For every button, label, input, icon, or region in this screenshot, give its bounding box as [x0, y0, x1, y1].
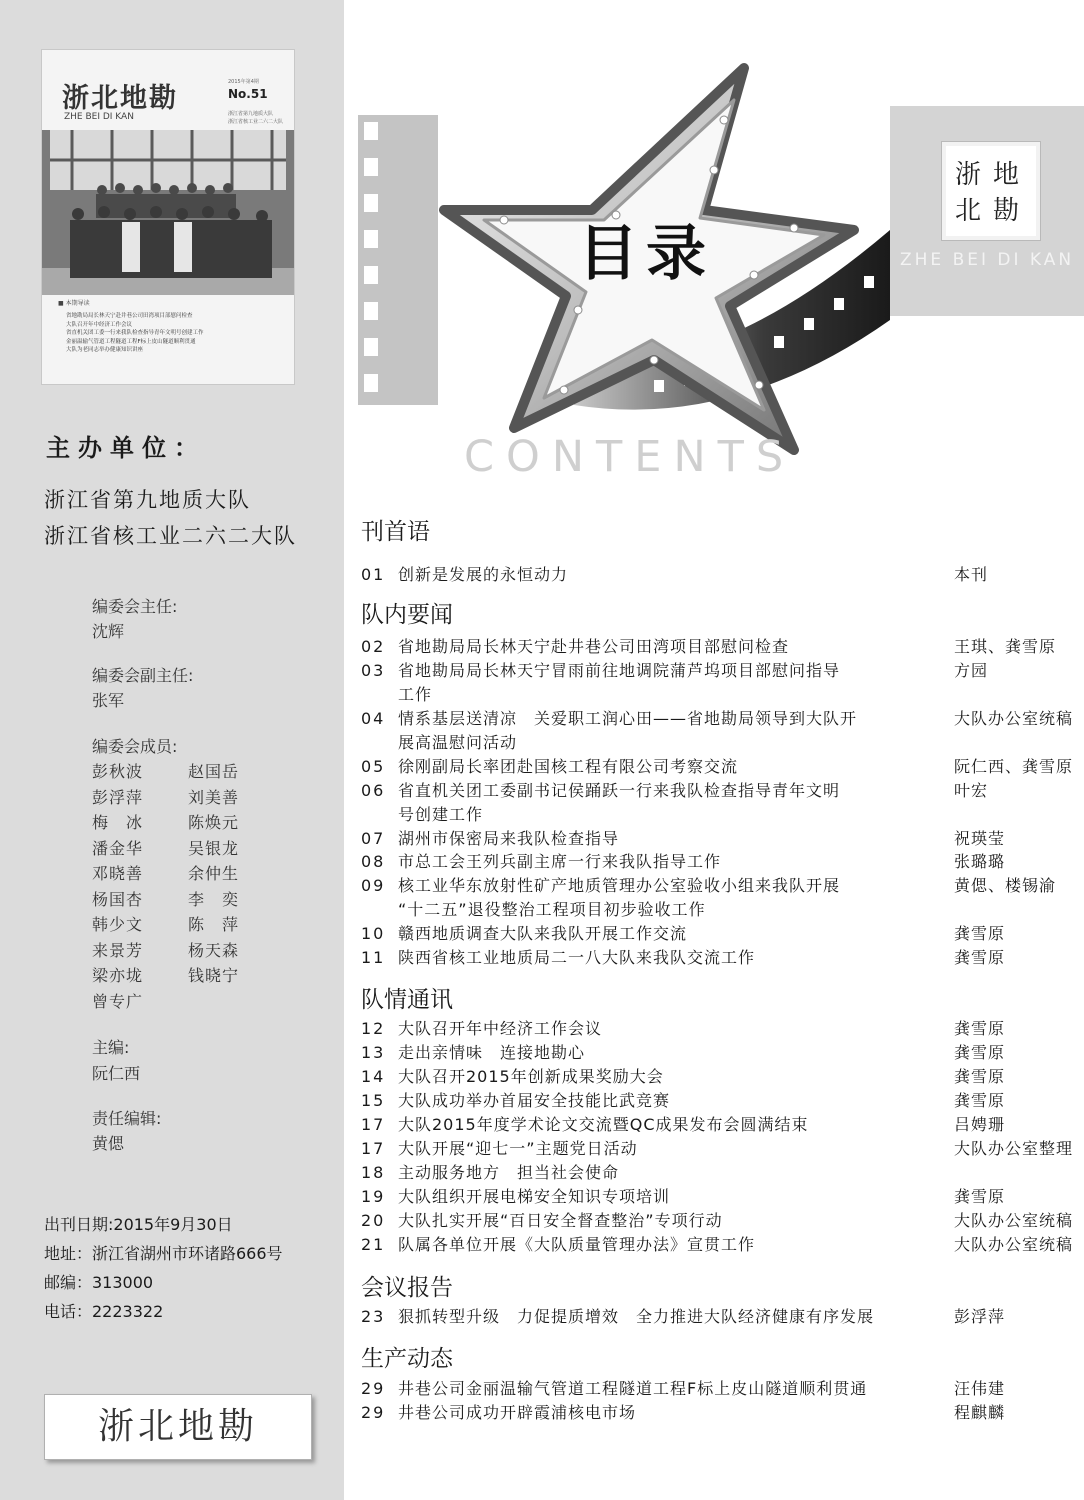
toc-entry[interactable]: [361, 563, 1084, 587]
toc-entry[interactable]: [361, 1041, 1084, 1065]
member-row: [92, 810, 284, 833]
toc-title: 大队组织开展电梯安全知识专项培训: [398, 1187, 671, 1206]
logo-pinyin: ZHE BEI DI KAN: [900, 250, 1075, 270]
contents-title-en: CONTENTS: [464, 432, 796, 482]
toc-entry[interactable]: [361, 1065, 1084, 1089]
toc-page: 15: [361, 1091, 386, 1110]
member-name: 邓晓善: [92, 864, 144, 883]
toc-title: 省地勘局局长林天宁赴井巷公司田湾项目部慰问检查: [398, 637, 790, 656]
toc-page: 07: [361, 829, 386, 848]
member-row: [92, 759, 284, 782]
toc-author: 龚雪原: [954, 1019, 1006, 1038]
director-name: 沈辉: [92, 622, 125, 641]
cover-guide-line: 大队为老同志举办健康知识讲座: [66, 347, 144, 353]
toc-author: 大队办公室统稿: [954, 1211, 1074, 1230]
member-name: 梁亦垅: [92, 966, 144, 985]
toc-page: 08: [361, 852, 386, 871]
toc-title: 狠抓转型升级 力促提质增效 全力推进大队经济健康有序发展: [398, 1307, 875, 1326]
toc-title: 大队开展“迎七一”主题党日活动: [398, 1139, 638, 1158]
toc-author: 大队办公室统稿: [954, 709, 1074, 728]
toc-page: 05: [361, 757, 386, 776]
toc-author: 龚雪原: [954, 948, 1006, 967]
cover-number: No.51: [228, 87, 268, 101]
toc-entry-cont: [361, 898, 1084, 922]
toc-page: 11: [361, 948, 386, 967]
member-name: 韩少文: [92, 915, 144, 934]
chief-label: 主编:: [92, 1038, 130, 1057]
cover-guide-line: 省地勘局局长林天宁赴井巷公司田湾项目部慰问检查: [66, 313, 193, 319]
toc-title: 省直机关团工委副书记侯踊跃一行来我队检查指导青年文明: [398, 781, 841, 800]
toc-page: 18: [361, 1163, 386, 1182]
member-row: [92, 785, 284, 808]
toc-title: 陕西省核工业地质局二一八大队来我队交流工作: [398, 948, 756, 967]
logo-seal: [942, 142, 1040, 240]
member-name: 杨天森: [188, 941, 240, 960]
address: 地址：浙江省湖州市环诸路666号: [44, 1244, 283, 1263]
cover-orgs: [228, 110, 292, 126]
section-title: 队内要闻: [361, 602, 453, 628]
toc-title: 队属各单位开展《大队质量管理办法》宣贯工作: [398, 1235, 756, 1254]
section-title: 刊首语: [361, 519, 430, 545]
toc-entry[interactable]: [361, 1401, 1084, 1425]
toc-page: 02: [361, 637, 386, 656]
cover-org: 浙江省核工业二六二大队: [228, 119, 284, 125]
toc-entry[interactable]: [361, 1305, 1084, 1329]
logo-char: 北: [955, 196, 982, 226]
toc-entry[interactable]: [361, 1185, 1084, 1209]
toc-entry-cont: [361, 803, 1084, 827]
cover-guide-label: ■ 本期导读: [58, 300, 90, 307]
cover-pinyin: ZHE BEI DI KAN: [64, 112, 134, 122]
member-name: 吴银龙: [188, 839, 240, 858]
deputy-name: 张军: [92, 691, 125, 710]
toc-entry[interactable]: [361, 874, 1084, 898]
member-row: [92, 887, 284, 910]
postcode: 邮编：313000: [44, 1273, 154, 1292]
toc-entry[interactable]: [361, 1017, 1084, 1041]
toc-page: 20: [361, 1211, 386, 1230]
toc-entry[interactable]: [361, 1113, 1084, 1137]
toc-author: 龚雪原: [954, 1091, 1006, 1110]
toc-title: 创新是发展的永恒动力: [398, 565, 569, 584]
toc-title: 井巷公司金丽温输气管道工程隧道工程F标上皮山隧道顺利贯通: [398, 1379, 868, 1398]
member-name: 陈 萍: [188, 915, 240, 934]
stamp-text: 浙北地勘: [97, 1406, 258, 1447]
toc-title: 核工业华东放射性矿产地质管理办公室验收小组来我队开展: [398, 876, 841, 895]
logo-panel: [890, 106, 1084, 316]
member-name: 赵国岳: [188, 762, 240, 781]
member-row: [92, 836, 284, 859]
toc-title: 主动服务地方 担当社会使命: [398, 1163, 620, 1182]
toc-entry[interactable]: [361, 1233, 1084, 1257]
toc-page: 19: [361, 1187, 386, 1206]
section-title: 生产动态: [361, 1346, 453, 1372]
toc-author: 叶宏: [954, 781, 989, 800]
member-name: 余仲生: [188, 864, 240, 883]
toc-page: 03: [361, 661, 386, 680]
toc-author: 龚雪原: [954, 1067, 1006, 1086]
toc-entry[interactable]: [361, 755, 1084, 779]
toc-entry[interactable]: [361, 779, 1084, 803]
editor-name: 黄偲: [92, 1134, 125, 1153]
member-name: 钱晓宁: [188, 966, 240, 985]
toc-page: 17: [361, 1139, 386, 1158]
logo-char: 勘: [993, 196, 1020, 226]
toc-page: 10: [361, 924, 386, 943]
member-row: [92, 963, 284, 986]
toc-author: 阮仁西、龚雪原: [954, 757, 1074, 776]
deputy-label: 编委会副主任:: [92, 666, 194, 685]
section-title: 队情通讯: [361, 987, 453, 1013]
toc-entry[interactable]: [361, 922, 1084, 946]
toc-title: 省地勘局局长林天宁冒雨前往地调院蒲芦坞项目部慰问指导: [398, 661, 841, 680]
toc-entry[interactable]: [361, 635, 1084, 659]
host-org: 浙江省第九地质大队: [44, 488, 251, 512]
toc-page: 29: [361, 1379, 386, 1398]
toc-entry[interactable]: [361, 1161, 1084, 1185]
toc-author: 程麒麟: [954, 1403, 1006, 1422]
toc-entry[interactable]: [361, 827, 1084, 851]
member-name: 杨国杏: [92, 890, 144, 909]
toc-page: 09: [361, 876, 386, 895]
toc-author: 本刊: [954, 565, 989, 584]
member-name: 李 奕: [188, 890, 240, 909]
toc-title: 大队召开2015年创新成果奖励大会: [398, 1067, 664, 1086]
toc-author: 龚雪原: [954, 924, 1006, 943]
toc-entry[interactable]: [361, 850, 1084, 874]
member-name: 刘美善: [188, 788, 240, 807]
cover-thumbnail: [42, 50, 294, 384]
toc-page: 12: [361, 1019, 386, 1038]
toc-entry[interactable]: [361, 1209, 1084, 1233]
toc-author: 祝瑛莹: [954, 829, 1006, 848]
cover-guide-line: 大队召开年中经济工作会议: [66, 321, 133, 328]
toc-title: 大队扎实开展“百日安全督查整治”专项行动: [398, 1211, 723, 1230]
cover-org: 浙江省第九地质大队: [228, 111, 274, 117]
toc-author: 彭浮萍: [954, 1307, 1006, 1326]
phone: 电话：2223322: [44, 1302, 164, 1321]
toc-author: 张璐璐: [954, 852, 1006, 871]
logo-char: 地: [993, 160, 1020, 190]
toc-page: 23: [361, 1307, 386, 1326]
cover-group-photo: [42, 130, 294, 295]
toc-title-line2: 号创建工作: [398, 805, 484, 824]
toc-entry-cont: [361, 683, 1084, 707]
toc-title-line2: 工作: [398, 685, 433, 704]
toc-author: 王琪、龚雪原: [954, 637, 1057, 656]
toc-title: 徐刚副局长率团赴国核工程有限公司考察交流: [398, 757, 739, 776]
toc-entry[interactable]: [361, 946, 1084, 970]
member-name: 彭浮萍: [92, 788, 144, 807]
cover-title: 浙北地勘: [62, 83, 178, 114]
member-name: 来景芳: [92, 941, 144, 960]
member-name: 曾专广: [92, 992, 144, 1011]
logo-char: 浙: [955, 160, 982, 190]
toc-author: 吕娉珊: [954, 1115, 1006, 1134]
toc-entry[interactable]: [361, 1377, 1084, 1401]
toc-page: 29: [361, 1403, 386, 1422]
contents-title-cn: 目录: [578, 219, 714, 289]
member-row: [92, 912, 284, 935]
toc-title-line2: “十二五”退役整治工程项目初步验收工作: [398, 900, 706, 919]
toc-entry[interactable]: [361, 1137, 1084, 1161]
cover-guide-line: 金丽温输气管道工程隧道工程F标上皮山隧道顺利贯通: [66, 338, 196, 345]
host-label: 主办单位：: [46, 433, 206, 462]
masthead-stamp: [44, 1394, 312, 1460]
toc-author: 龚雪原: [954, 1043, 1006, 1062]
toc-title: 大队2015年度学术论文交流暨QC成果发布会圆满结束: [398, 1115, 809, 1134]
section-title: 会议报告: [361, 1275, 453, 1301]
toc-page: 04: [361, 709, 386, 728]
toc-author: 汪伟建: [954, 1379, 1006, 1398]
toc-author: 大队办公室统稿: [954, 1235, 1074, 1254]
toc-page: 14: [361, 1067, 386, 1086]
toc-title: 情系基层送清凉 关爱职工润心田——省地勘局领导到大队开: [398, 709, 858, 728]
toc-title: 大队召开年中经济工作会议: [398, 1019, 603, 1038]
toc-page: 21: [361, 1235, 386, 1254]
toc-title-line2: 展高温慰问活动: [398, 733, 518, 752]
member-name: 梅 冰: [92, 813, 144, 832]
member-name: 潘金华: [92, 839, 144, 858]
toc-author: 黄偲、楼锡渝: [954, 876, 1057, 895]
editor-label: 责任编辑:: [92, 1109, 162, 1128]
member-row: [92, 938, 284, 961]
cover-guide-line: 省直机关团工委一行来我队检查指导青年文明号创建工作: [66, 330, 204, 336]
toc-title: 湖州市保密局来我队检查指导: [398, 829, 620, 848]
member-name: 彭秋波: [92, 762, 144, 781]
member-name: 陈焕元: [188, 813, 240, 832]
toc-page: 13: [361, 1043, 386, 1062]
toc-entry[interactable]: [361, 1089, 1084, 1113]
toc-title: 井巷公司成功开辟霞浦核电市场: [398, 1403, 637, 1422]
toc-author: 方园: [954, 661, 989, 680]
toc-author: 大队办公室整理: [954, 1139, 1074, 1158]
member-row: [92, 861, 284, 884]
toc-page: 06: [361, 781, 386, 800]
toc-entry-cont: [361, 731, 1084, 755]
toc-title: 大队成功举办首届安全技能比武竞赛: [398, 1091, 671, 1110]
toc-title: 市总工会王列兵副主席一行来我队指导工作: [398, 852, 722, 871]
publish-date: 出刊日期:2015年9月30日: [44, 1215, 233, 1234]
toc-entry[interactable]: [361, 659, 1084, 683]
toc-title: 赣西地质调查大队来我队开展工作交流: [398, 924, 688, 943]
toc-page: 01: [361, 565, 386, 584]
sidebar: [0, 0, 344, 1500]
chief-name: 阮仁西: [92, 1064, 141, 1083]
cover-issue: 2015年第4期: [228, 79, 259, 85]
toc-page: 17: [361, 1115, 386, 1134]
toc-title: 走出亲情味 连接地勘心: [398, 1043, 586, 1062]
host-org: 浙江省核工业二六二大队: [44, 524, 297, 548]
director-label: 编委会主任:: [92, 597, 178, 616]
toc-author: 龚雪原: [954, 1187, 1006, 1206]
cover-guide-lines: [66, 312, 204, 355]
members-label: 编委会成员:: [92, 737, 178, 756]
toc-entry[interactable]: [361, 707, 1084, 731]
member-row: [92, 989, 188, 1012]
